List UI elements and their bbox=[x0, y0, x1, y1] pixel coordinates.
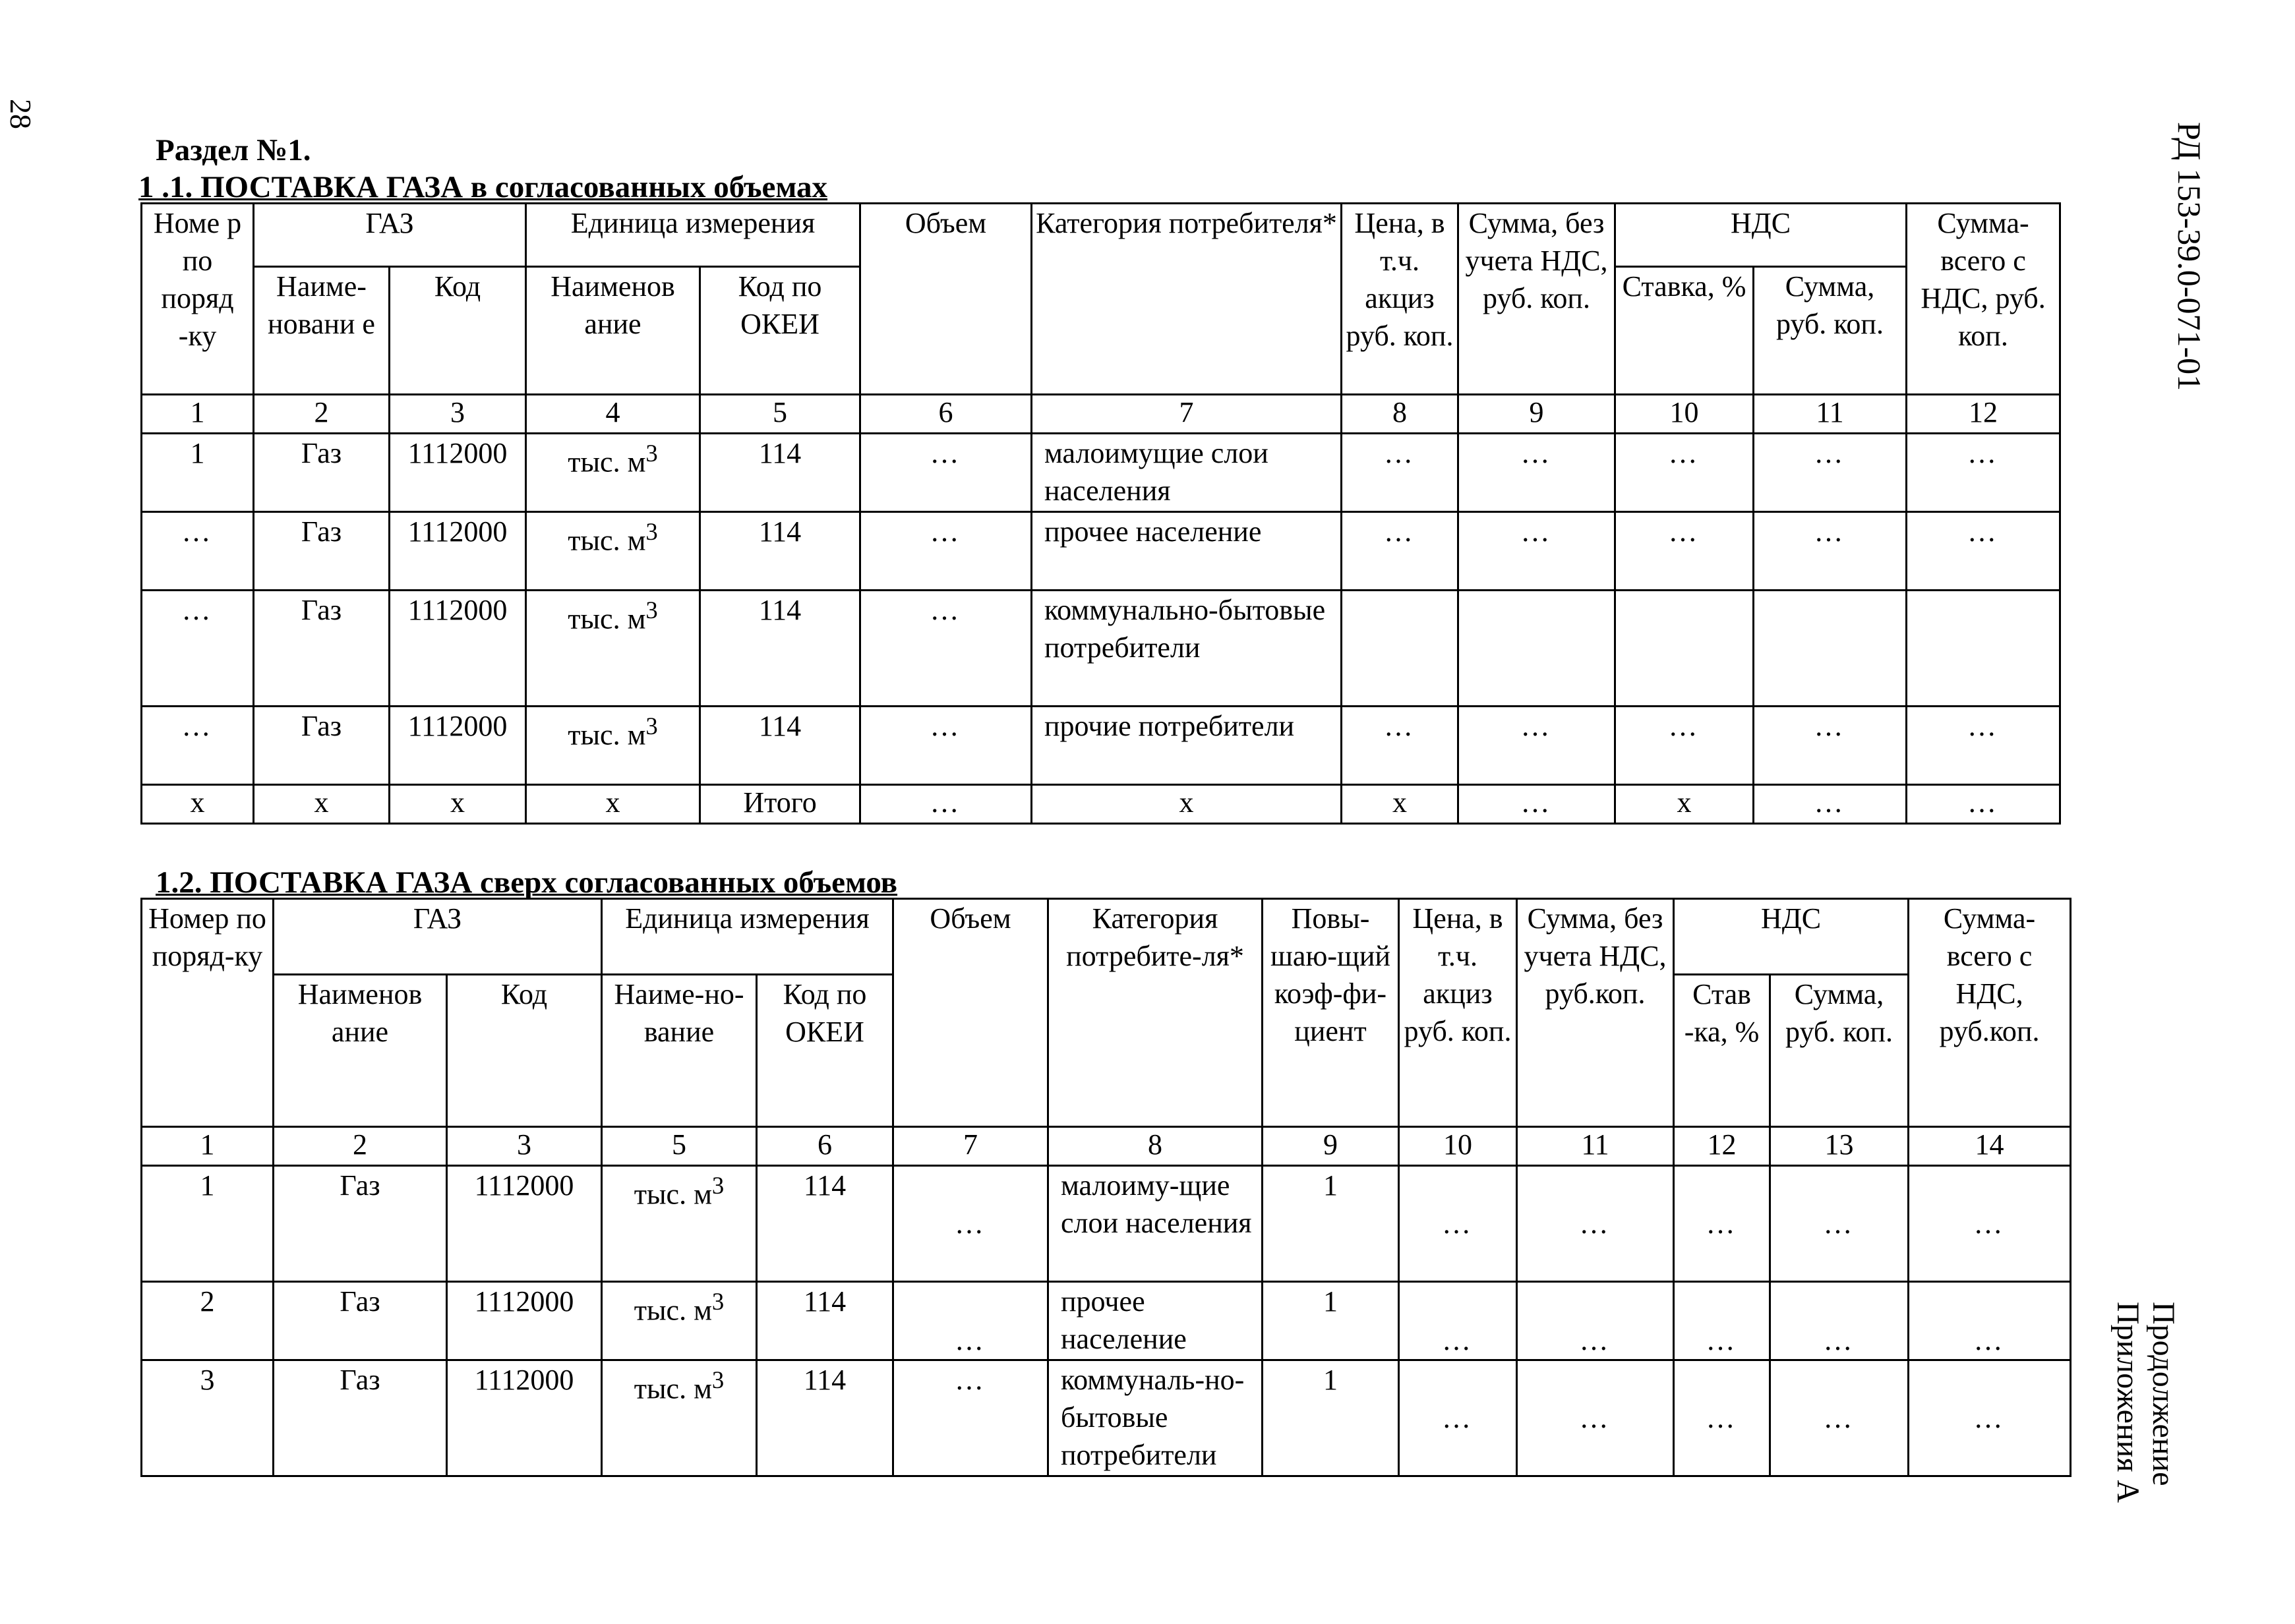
t2-colnum: 10 bbox=[1399, 1127, 1517, 1166]
cell-volume: … bbox=[860, 434, 1032, 512]
cell-unit bbox=[602, 1282, 757, 1360]
t2-header-vat-rate: Став -ка, % bbox=[1674, 975, 1770, 1127]
section-title: Раздел №1. bbox=[156, 133, 311, 167]
t2-header-total: Сумма-всего с НДС, руб.коп. bbox=[1909, 899, 2071, 1127]
cell-category: коммунально-бытовые потребители bbox=[1032, 591, 1342, 707]
cell-total: … bbox=[1909, 1166, 2071, 1282]
t1-header-gas-name: Наиме-новани е bbox=[254, 267, 390, 395]
unit-text: тыс. м bbox=[568, 446, 646, 478]
cell-total: … bbox=[1909, 1360, 2071, 1476]
cell-price: … bbox=[1399, 1360, 1517, 1476]
cell-gas-code: 1112000 bbox=[447, 1166, 602, 1282]
cell-unit bbox=[526, 591, 700, 707]
t2-colnum: 2 bbox=[274, 1127, 447, 1166]
t1-header-num: Номе р по поряд -ку bbox=[142, 204, 254, 395]
t2-header-num: Номер по поряд-ку bbox=[142, 899, 274, 1127]
t1-colnum: 11 bbox=[1754, 395, 1907, 434]
t1-colnum: 6 bbox=[860, 395, 1032, 434]
cell-gas-code: 1112000 bbox=[447, 1360, 602, 1476]
cell-total bbox=[1907, 591, 2060, 707]
cell-num: 2 bbox=[142, 1282, 274, 1360]
cell-sum bbox=[1458, 591, 1615, 707]
unit-text: тыс. м bbox=[634, 1372, 712, 1405]
t1-header-unit: Единица измерения bbox=[526, 204, 860, 267]
unit-exponent: 3 bbox=[645, 712, 658, 740]
cell-unit bbox=[602, 1360, 757, 1476]
total-cell: х bbox=[390, 785, 526, 824]
cell-gas-code: 1112000 bbox=[390, 591, 526, 707]
cell-vat-sum: … bbox=[1754, 512, 1907, 591]
cell-gas-name: Газ bbox=[274, 1360, 447, 1476]
cell-okei: 114 bbox=[757, 1166, 893, 1282]
cell-category: прочее население bbox=[1048, 1282, 1263, 1360]
t2-header-price: Цена, в т.ч. акциз руб. коп. bbox=[1399, 899, 1517, 1127]
cell-vat-rate: … bbox=[1615, 512, 1754, 591]
t1-header-vat: НДС bbox=[1615, 204, 1907, 267]
unit-exponent: 3 bbox=[645, 596, 658, 624]
t1-header-price: Цена, в т.ч. акциз руб. коп. bbox=[1342, 204, 1458, 395]
cell-vat-rate: … bbox=[1615, 434, 1754, 512]
t2-header-category: Категория потребите-ля* bbox=[1048, 899, 1263, 1127]
t1-header-volume: Объем bbox=[860, 204, 1032, 395]
cell-price: … bbox=[1399, 1166, 1517, 1282]
cell-vat-rate: … bbox=[1615, 707, 1754, 785]
t1-colnum: 7 bbox=[1032, 395, 1342, 434]
table-supply-agreed bbox=[140, 202, 2061, 825]
t2-header-coef: Повы-шаю-щий коэф-фи-циент bbox=[1263, 899, 1399, 1127]
t1-header-category: Категория потребителя* bbox=[1032, 204, 1342, 395]
cell-price bbox=[1342, 591, 1458, 707]
t1-colnum: 4 bbox=[526, 395, 700, 434]
t1-colnum: 1 bbox=[142, 395, 254, 434]
continuation-note bbox=[2110, 1302, 2181, 1503]
cell-sum: … bbox=[1517, 1166, 1674, 1282]
cell-unit bbox=[526, 512, 700, 591]
unit-exponent: 3 bbox=[711, 1288, 725, 1315]
total-cell: … bbox=[1458, 785, 1615, 824]
table-supply-over-agreed bbox=[140, 898, 2071, 1477]
table-row bbox=[142, 1282, 2071, 1360]
cell-volume: … bbox=[893, 1166, 1048, 1282]
cell-price: … bbox=[1342, 434, 1458, 512]
cell-num: … bbox=[142, 707, 254, 785]
t1-colnum: 9 bbox=[1458, 395, 1615, 434]
total-cell: х bbox=[526, 785, 700, 824]
t1-header-sum-no-vat: Сумма, без учета НДС, руб. коп. bbox=[1458, 204, 1615, 395]
t2-column-numbers bbox=[142, 1127, 2071, 1166]
document-id: РД 153-39.0-071-01 bbox=[2171, 122, 2208, 392]
t1-header-total: Сумма-всего с НДС, руб. коп. bbox=[1907, 204, 2060, 395]
cell-unit bbox=[526, 707, 700, 785]
cell-volume: … bbox=[860, 591, 1032, 707]
t2-colnum: 3 bbox=[447, 1127, 602, 1166]
table-row bbox=[142, 707, 2060, 785]
cell-okei: 114 bbox=[757, 1360, 893, 1476]
cell-num: … bbox=[142, 512, 254, 591]
table-row bbox=[142, 434, 2060, 512]
t2-header-gas: ГАЗ bbox=[274, 899, 602, 975]
t1-header-unit-name: Наименов ание bbox=[526, 267, 700, 395]
t1-header-vat-sum: Сумма, руб. коп. bbox=[1754, 267, 1907, 395]
cell-vat-sum: … bbox=[1754, 434, 1907, 512]
cell-unit bbox=[602, 1166, 757, 1282]
cell-vat-rate bbox=[1615, 591, 1754, 707]
unit-text: тыс. м bbox=[568, 602, 646, 635]
cell-gas-code: 1112000 bbox=[447, 1282, 602, 1360]
t1-column-numbers bbox=[142, 395, 2060, 434]
t2-colnum: 1 bbox=[142, 1127, 274, 1166]
cell-category: прочее население bbox=[1032, 512, 1342, 591]
table-total-row bbox=[142, 785, 2060, 824]
t2-colnum: 13 bbox=[1770, 1127, 1909, 1166]
cell-okei: 114 bbox=[700, 512, 860, 591]
cell-total: … bbox=[1907, 707, 2060, 785]
total-cell: х bbox=[1615, 785, 1754, 824]
cell-vat-rate: … bbox=[1674, 1166, 1770, 1282]
unit-text: тыс. м bbox=[568, 524, 646, 557]
cell-num: 1 bbox=[142, 1166, 274, 1282]
cell-okei: 114 bbox=[700, 591, 860, 707]
cell-gas-name: Газ bbox=[254, 591, 390, 707]
t1-colnum: 5 bbox=[700, 395, 860, 434]
t2-header-sum-no-vat: Сумма, без учета НДС, руб.коп. bbox=[1517, 899, 1674, 1127]
t2-header-unit-code: Код по ОКЕИ bbox=[757, 975, 893, 1127]
cell-coef: 1 bbox=[1263, 1360, 1399, 1476]
unit-exponent: 3 bbox=[645, 518, 658, 545]
t1-header-gas: ГАЗ bbox=[254, 204, 526, 267]
cell-gas-name: Газ bbox=[254, 707, 390, 785]
cell-sum: … bbox=[1517, 1282, 1674, 1360]
t2-header-volume: Объем bbox=[893, 899, 1048, 1127]
cell-total: … bbox=[1909, 1282, 2071, 1360]
t1-colnum: 12 bbox=[1907, 395, 2060, 434]
total-cell: … bbox=[860, 785, 1032, 824]
cell-gas-code: 1112000 bbox=[390, 512, 526, 591]
unit-exponent: 3 bbox=[711, 1366, 725, 1393]
t2-header-vat-sum: Сумма, руб. коп. bbox=[1770, 975, 1909, 1127]
cell-okei: 114 bbox=[700, 434, 860, 512]
cell-sum: … bbox=[1458, 434, 1615, 512]
table-row bbox=[142, 1360, 2071, 1476]
cell-vat-sum: … bbox=[1770, 1166, 1909, 1282]
cell-sum: … bbox=[1458, 707, 1615, 785]
cell-coef: 1 bbox=[1263, 1166, 1399, 1282]
cell-total: … bbox=[1907, 512, 2060, 591]
cell-category: коммуналь-но-бытовые потребители bbox=[1048, 1360, 1263, 1476]
cell-num: 3 bbox=[142, 1360, 274, 1476]
cell-category: прочие потребители bbox=[1032, 707, 1342, 785]
cell-sum: … bbox=[1517, 1360, 1674, 1476]
total-cell: … bbox=[1754, 785, 1907, 824]
t1-colnum: 3 bbox=[390, 395, 526, 434]
table-row bbox=[142, 512, 2060, 591]
cell-unit bbox=[526, 434, 700, 512]
t2-colnum: 7 bbox=[893, 1127, 1048, 1166]
t2-colnum: 9 bbox=[1263, 1127, 1399, 1166]
cell-vat-sum: … bbox=[1754, 707, 1907, 785]
unit-exponent: 3 bbox=[711, 1172, 725, 1199]
cell-gas-name: Газ bbox=[274, 1166, 447, 1282]
t1-header-gas-code: Код bbox=[390, 267, 526, 395]
cell-volume: … bbox=[860, 512, 1032, 591]
t1-colnum: 10 bbox=[1615, 395, 1754, 434]
cell-price: … bbox=[1342, 512, 1458, 591]
cell-category: малоимущие слои населения bbox=[1032, 434, 1342, 512]
cell-gas-name: Газ bbox=[274, 1282, 447, 1360]
cell-num: 1 bbox=[142, 434, 254, 512]
table-row bbox=[142, 1166, 2071, 1282]
cell-gas-name: Газ bbox=[254, 434, 390, 512]
t2-colnum: 11 bbox=[1517, 1127, 1674, 1166]
cell-vat-rate: … bbox=[1674, 1360, 1770, 1476]
unit-text: тыс. м bbox=[634, 1178, 712, 1211]
cell-price: … bbox=[1399, 1282, 1517, 1360]
t2-colnum: 12 bbox=[1674, 1127, 1770, 1166]
total-cell: х bbox=[1342, 785, 1458, 824]
unit-exponent: 3 bbox=[645, 440, 658, 467]
t2-header-vat: НДС bbox=[1674, 899, 1909, 975]
cell-okei: 114 bbox=[700, 707, 860, 785]
cell-okei: 114 bbox=[757, 1282, 893, 1360]
total-cell: х bbox=[1032, 785, 1342, 824]
cell-vat-sum bbox=[1754, 591, 1907, 707]
t2-colnum: 8 bbox=[1048, 1127, 1263, 1166]
cell-price: … bbox=[1342, 707, 1458, 785]
continuation-line-2: Приложения А bbox=[2110, 1302, 2145, 1503]
t1-header-unit-code: Код по ОКЕИ bbox=[700, 267, 860, 395]
t1-header-vat-rate: Ставка, % bbox=[1615, 267, 1754, 395]
cell-vat-rate: … bbox=[1674, 1282, 1770, 1360]
cell-category: малоиму-щие слои населения bbox=[1048, 1166, 1263, 1282]
cell-volume: … bbox=[860, 707, 1032, 785]
t2-colnum: 14 bbox=[1909, 1127, 2071, 1166]
continuation-line-1: Продолжение bbox=[2146, 1302, 2181, 1486]
cell-volume: … bbox=[893, 1360, 1048, 1476]
total-cell: х bbox=[142, 785, 254, 824]
t2-header-gas-name: Наименов ание bbox=[274, 975, 447, 1127]
cell-vat-sum: … bbox=[1770, 1360, 1909, 1476]
cell-coef: 1 bbox=[1263, 1282, 1399, 1360]
unit-text: тыс. м bbox=[568, 718, 646, 751]
table2-title: 1.2. ПОСТАВКА ГАЗА сверх согласованных объемов bbox=[156, 865, 898, 900]
cell-sum: … bbox=[1458, 512, 1615, 591]
t2-colnum: 5 bbox=[602, 1127, 757, 1166]
t2-header-unit: Единица измерения bbox=[602, 899, 893, 975]
cell-num: … bbox=[142, 591, 254, 707]
cell-total: … bbox=[1907, 434, 2060, 512]
t2-header-gas-code: Код bbox=[447, 975, 602, 1127]
cell-volume: … bbox=[893, 1282, 1048, 1360]
cell-gas-name: Газ bbox=[254, 512, 390, 591]
t1-colnum: 2 bbox=[254, 395, 390, 434]
cell-vat-sum: … bbox=[1770, 1282, 1909, 1360]
t2-colnum: 6 bbox=[757, 1127, 893, 1166]
t1-colnum: 8 bbox=[1342, 395, 1458, 434]
cell-gas-code: 1112000 bbox=[390, 434, 526, 512]
cell-gas-code: 1112000 bbox=[390, 707, 526, 785]
table1-title: 1 .1. ПОСТАВКА ГАЗА в согласованных объемах bbox=[138, 170, 828, 204]
total-cell: х bbox=[254, 785, 390, 824]
unit-text: тыс. м bbox=[634, 1294, 712, 1327]
t2-header-unit-name: Наиме-но-вание bbox=[602, 975, 757, 1127]
page-number: 28 bbox=[4, 99, 38, 129]
total-label: Итого bbox=[700, 785, 860, 824]
total-cell: … bbox=[1907, 785, 2060, 824]
table-row bbox=[142, 591, 2060, 707]
